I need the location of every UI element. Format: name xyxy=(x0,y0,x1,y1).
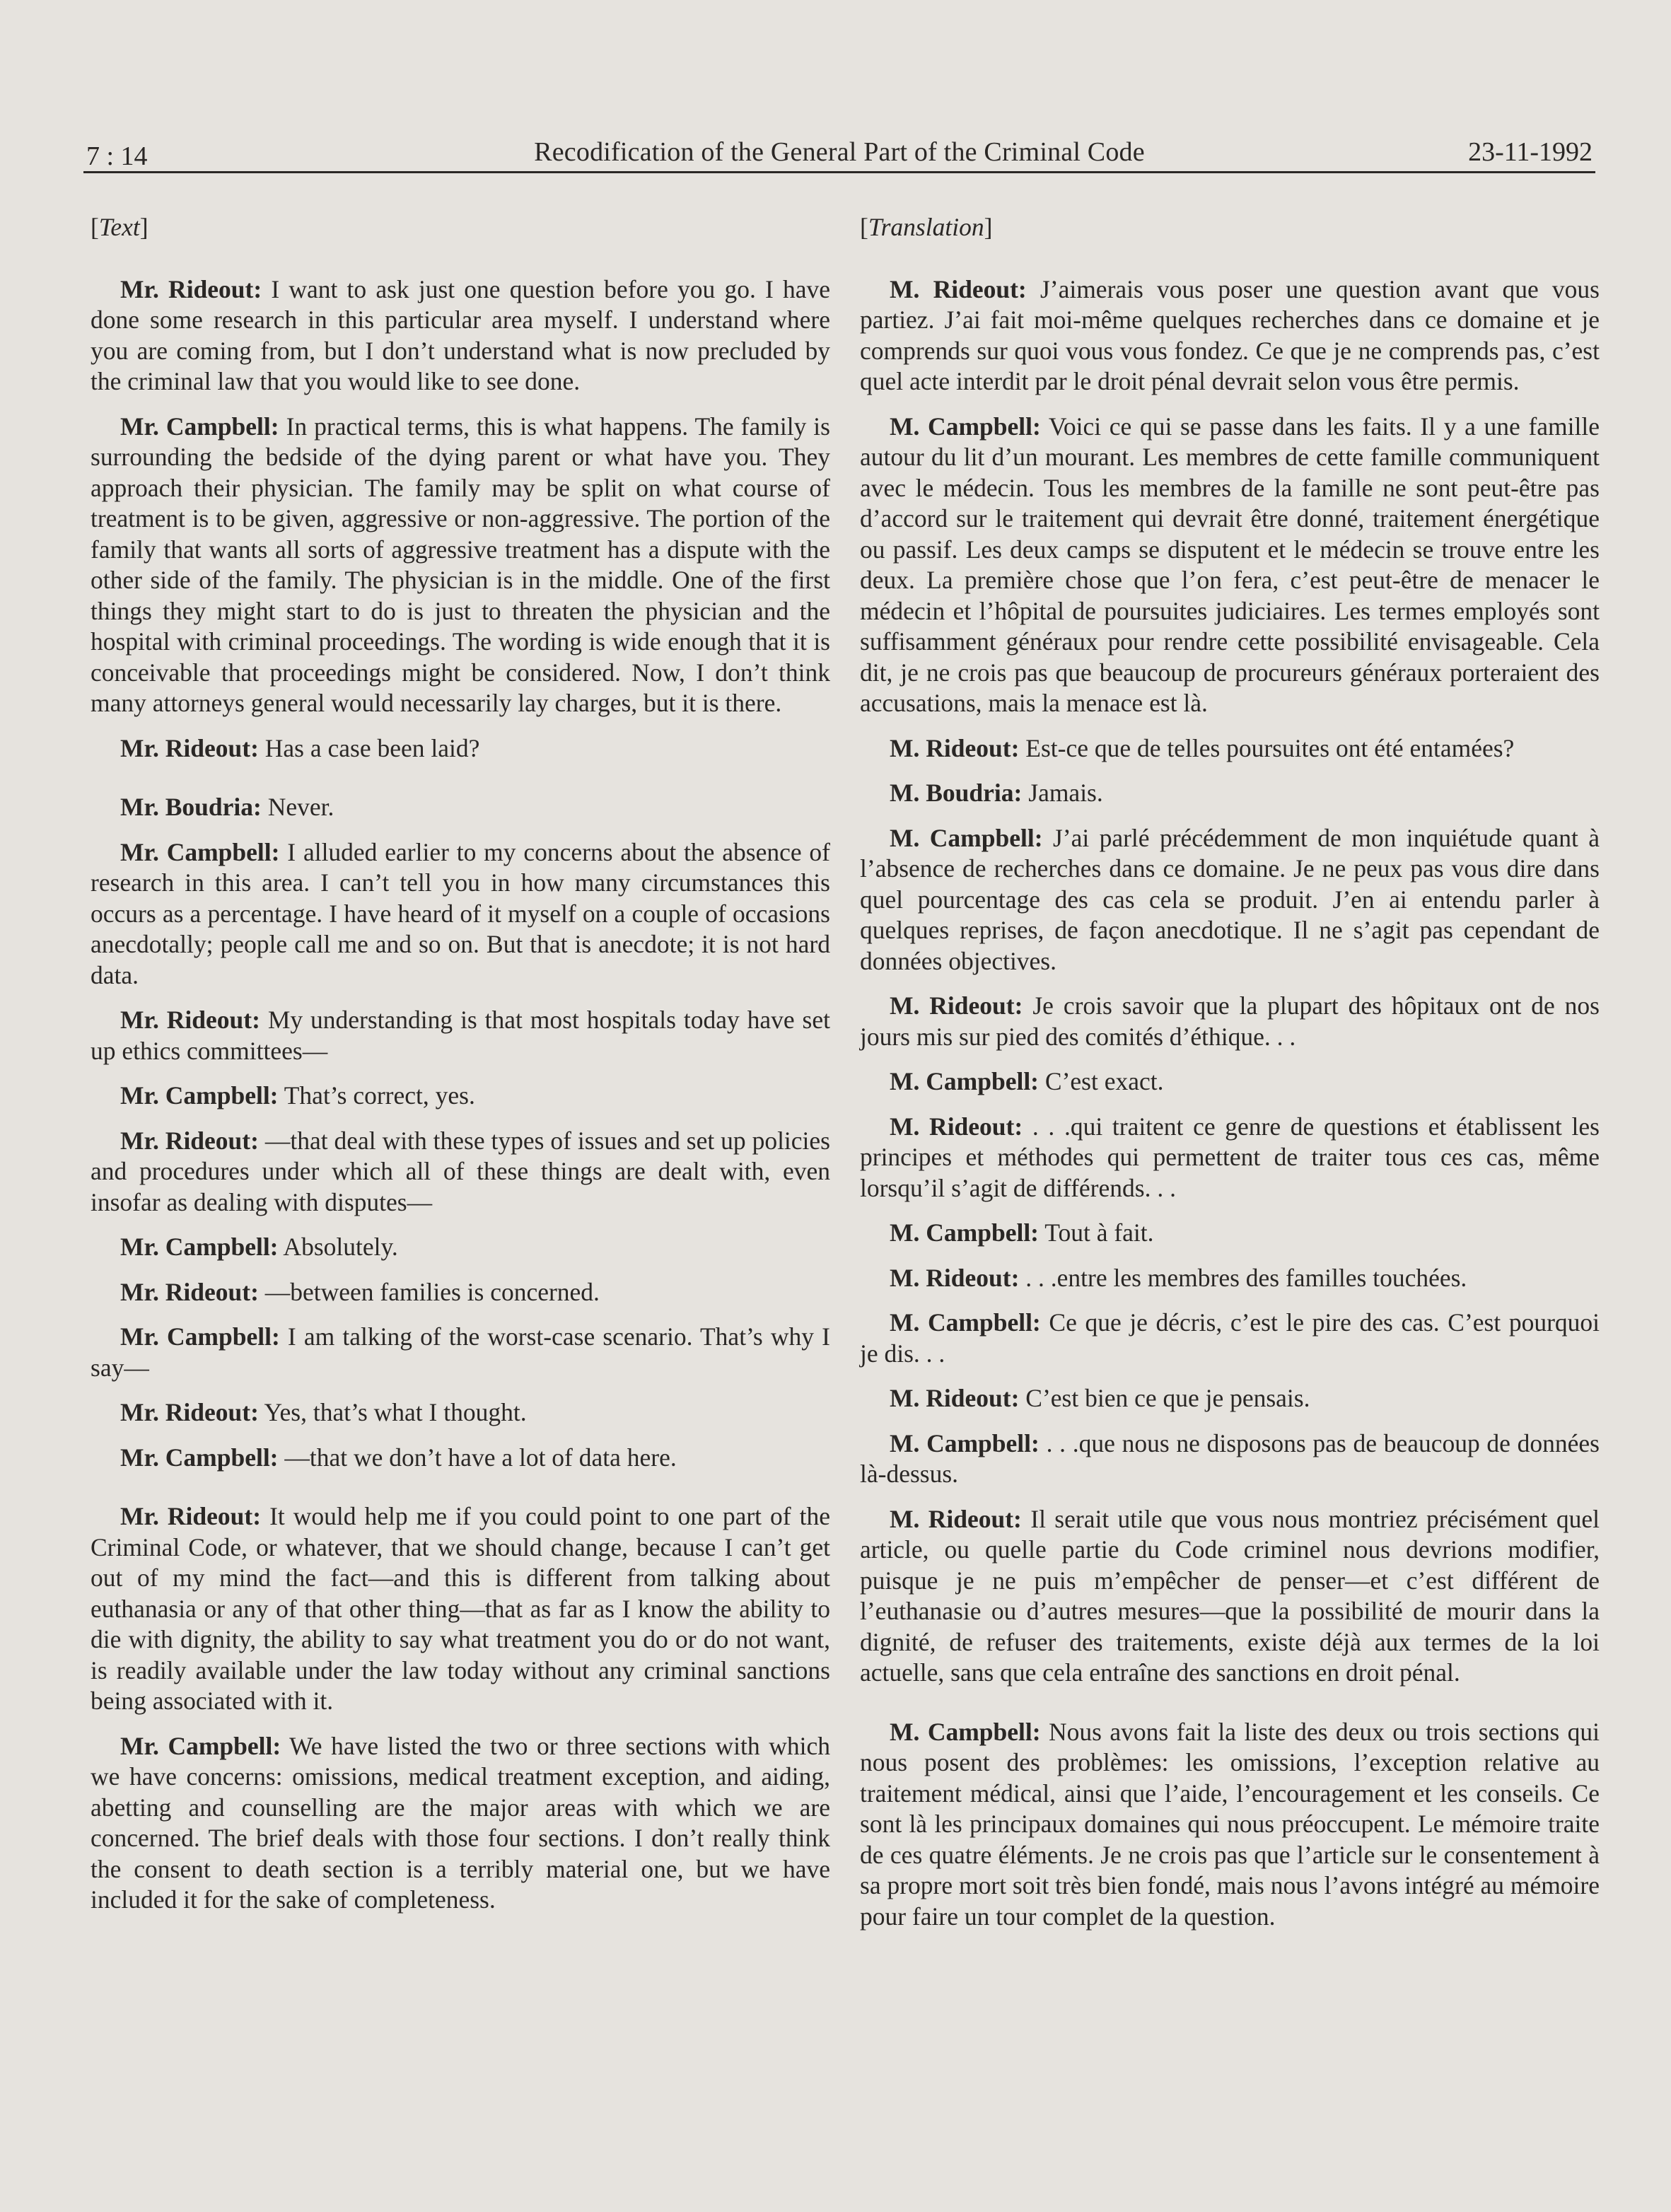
speech-text: Absolutely. xyxy=(278,1233,398,1261)
speaker-name: Mr. Rideout: xyxy=(120,1398,259,1426)
speaker-name: M. Campbell: xyxy=(890,1218,1040,1247)
speech-text: J’aimerais vous poser une question avant que vous partiez. J’ai fait moi-même quelques recherches dans ce domaine et je comprends sur quoi vous vous fondez. Ce que je ne comprends pas, c’est quel acte interdit par le droit pénal devrait selon vous être permis. xyxy=(860,274,1600,395)
speech-text: We have listed the two or three sections with which we have concerns: omissions, medical treatment exception, and aiding, abetting and counselling are the major areas with which we are concerned. The brief deals with those four sections. I don’t really think the consent to death section is a terribly material one, but we have included it for the sake of completeness. xyxy=(91,1731,830,1914)
speaker-name: M. Boudria: xyxy=(890,779,1023,807)
running-title: Recodification of the General Part of the Criminal Code xyxy=(534,137,1145,167)
transcript-paragraph xyxy=(91,1005,830,1066)
speech-text: Has a case been laid? xyxy=(258,733,480,762)
speech-text: J’ai parlé précédemment de mon inquiétude quant à l’absence de recherches dans ce domaine. Je ne peux pas vous dire dans quel pourcentage des cas cela se produit. J’en ai entendu parler à quelques reprises, de façon anecdotique. Il ne s’agit pas cependant de données objectives. xyxy=(860,823,1600,975)
speech-text: In practical terms, this is what happens. The family is surrounding the bedside of the dying parent or what have you. They approach their physician. The family may be split on what course of treatment is to be given, aggressive or non-aggressive. The portion of the family that wants all sorts of aggressive treatment has a dispute with the other side of the family. The physician is in the middle. One of the first things they might start to do is just to threaten the physician and the hospital with criminal proceedings. The wording is wide enough that it is conceivable that proceedings might be considered. Now, I don’t think many attorneys general would necessarily lay charges, but it is there. xyxy=(91,412,830,717)
transcript-paragraph xyxy=(91,1501,830,1717)
transcript-paragraph xyxy=(91,792,830,823)
transcript-paragraph xyxy=(91,1081,830,1112)
speaker-name: Mr. Rideout: xyxy=(120,733,259,762)
speech-text: Jamais. xyxy=(1022,779,1103,807)
transcript-paragraph xyxy=(860,1428,1600,1490)
transcript-paragraph xyxy=(860,823,1600,977)
speaker-name: Mr. Campbell: xyxy=(120,1233,279,1261)
transcript-paragraph xyxy=(860,1066,1600,1098)
transcript-paragraph xyxy=(91,1126,830,1218)
speech-text: —that we don’t have a lot of data here. xyxy=(278,1443,677,1472)
speech-text: Yes, that’s what I thought. xyxy=(258,1398,527,1426)
speaker-name: M. Rideout: xyxy=(890,991,1023,1020)
page-number: 7 : 14 xyxy=(86,141,148,171)
speech-text: C’est bien ce que je pensais. xyxy=(1019,1384,1310,1412)
header-rule xyxy=(83,171,1595,173)
speech-text: I want to ask just one question before you go. I have done some research in this particular area myself. I understand where you are coming from, but I don’t understand what is now precluded by the criminal law that you would like to see done. xyxy=(91,274,830,395)
transcript-paragraph xyxy=(860,1112,1600,1204)
transcript-paragraph xyxy=(91,1397,830,1428)
transcript-paragraph xyxy=(860,1717,1600,1933)
transcript-paragraph xyxy=(860,778,1600,809)
transcript-paragraph xyxy=(91,1277,830,1308)
text-column-french xyxy=(860,212,1600,1946)
speech-text: . . .que nous ne disposons pas de beaucoup de données là-dessus. xyxy=(860,1428,1600,1488)
speech-text: My understanding is that most hospitals today have set up ethics committees— xyxy=(91,1006,830,1065)
transcript-paragraph xyxy=(91,1232,830,1263)
page-header xyxy=(83,133,1595,171)
speaker-name: M. Rideout: xyxy=(890,1504,1022,1533)
speaker-name: M. Campbell: xyxy=(890,1308,1041,1337)
transcript-paragraph xyxy=(860,1263,1600,1294)
speech-text: Voici ce qui se passe dans les faits. Il y a une famille autour du lit d’un mourant. Les membres de cette famille communiquent avec le médecin. Tous les membres de la famille ne sont peut-être pas d’accord sur le traitement qui devrait être donné, traitement énergétique ou passif. Les deux camps se disputent et le médecin se trouve entre les deux. La première chose que l’on fera, c’est peut-être de menacer le médecin et l’hôpital de poursuites judiciaires. Les termes employés sont suffisamment généraux pour rendre cette possibilité envisageable. Cela dit, je ne crois pas que beaucoup de procureurs généraux porteraient des accusations, mais la menace est là. xyxy=(860,412,1600,717)
speech-text: —between families is concerned. xyxy=(258,1277,600,1306)
speaker-name: M. Campbell: xyxy=(890,412,1041,441)
speaker-name: M. Rideout: xyxy=(890,1263,1020,1292)
speech-text: That’s correct, yes. xyxy=(278,1081,475,1110)
speaker-name: M. Campbell: xyxy=(890,1717,1041,1746)
transcript-paragraph xyxy=(860,1218,1600,1249)
speech-text: . . .qui traitent ce genre de questions et établissent les principes et méthodes qui permettent de traiter tous ces cas, même lorsqu’il s’agit de différends. . . xyxy=(860,1112,1600,1202)
speech-text: . . .entre les membres des familles touchées. xyxy=(1019,1263,1467,1292)
speaker-name: Mr. Rideout: xyxy=(120,1006,260,1034)
transcript-paragraph xyxy=(91,837,830,991)
speech-text: Never. xyxy=(261,793,334,821)
transcript-paragraph xyxy=(860,733,1600,764)
speaker-name: Mr. Campbell: xyxy=(120,412,279,441)
speech-text: I alluded earlier to my concerns about the absence of research in this area. I can’t tell you in how many circumstances this occurs as a percentage. I have heard of it myself on a couple of occasions anecdotally; people call me and so on. But that is anecdote; it is not hard data. xyxy=(91,837,830,989)
transcript-paragraph xyxy=(860,412,1600,719)
speech-text: Ce que je décris, c’est le pire des cas. C’est pourquoi je dis. . . xyxy=(860,1308,1600,1368)
text-column-english xyxy=(91,212,830,1930)
speaker-name: M. Campbell: xyxy=(890,1067,1040,1095)
speech-text: Est-ce que de telles poursuites ont été entamées? xyxy=(1019,733,1515,762)
transcript-paragraph xyxy=(860,1504,1600,1689)
speaker-name: Mr. Campbell: xyxy=(120,1443,279,1472)
transcript-paragraph xyxy=(91,1443,830,1474)
speaker-name: Mr. Campbell: xyxy=(120,837,280,866)
speaker-name: Mr. Rideout: xyxy=(120,1502,262,1530)
speaker-name: Mr. Campbell: xyxy=(120,1322,280,1351)
speaker-name: M. Rideout: xyxy=(890,1384,1020,1412)
transcript-paragraph xyxy=(91,412,830,719)
speech-text: Tout à fait. xyxy=(1039,1218,1154,1247)
speaker-name: Mr. Rideout: xyxy=(120,1126,259,1155)
transcript-paragraph xyxy=(91,1322,830,1383)
speech-text: Il serait utile que vous nous montriez précisément quel article, ou quelle partie du Code criminel nous devrions modifier, puisque je ne puis m’empêcher de penser—et c’est différent de l’euthanasie ou d’autres mesures—que la possibilité de mourir dans la dignité, de refuser des traitements, existe déjà aux termes de la loi actuelle, sans que cela entraîne des sanctions en droit pénal. xyxy=(860,1504,1600,1687)
speaker-name: Mr. Campbell: xyxy=(120,1081,279,1110)
speaker-name: M. Rideout: xyxy=(890,274,1027,303)
column-label: [Translation] xyxy=(860,213,993,241)
speech-text: Je crois savoir que la plupart des hôpitaux ont de nos jours mis sur pied des comités d’éthique. . . xyxy=(860,991,1600,1051)
transcript-paragraph xyxy=(860,1308,1600,1369)
speaker-name: M. Rideout: xyxy=(890,733,1020,762)
speech-text: Nous avons fait la liste des deux ou trois sections qui nous posent des problèmes: les omissions, l’exception relative au traitement médical, ainsi que l’aide, l’encouragement et les conseils. Ce sont là les principaux domaines qui nous préoccupent. Le mémoire traite de ces quatre éléments. Je ne crois pas que l’article sur le consentement à sa propre mort soit très bien fondé, mais nous l’avons intégré au mémoire pour faire un tour complet de la question. xyxy=(860,1717,1600,1931)
transcript-paragraph xyxy=(860,274,1600,397)
speech-text: C’est exact. xyxy=(1039,1067,1164,1095)
speaker-name: Mr. Rideout: xyxy=(120,274,262,303)
speaker-name: Mr. Campbell: xyxy=(120,1731,281,1760)
header-date: 23-11-1992 xyxy=(1468,137,1593,167)
speaker-name: M. Rideout: xyxy=(890,1112,1023,1141)
speech-text: I am talking of the worst-case scenario. That’s why I say— xyxy=(91,1322,830,1382)
transcript-paragraph xyxy=(91,274,830,397)
speaker-name: M. Campbell: xyxy=(890,823,1043,852)
speech-text: —that deal with these types of issues and set up policies and procedures under which all of these things are dealt with, even insofar as dealing with disputes— xyxy=(91,1126,830,1216)
speaker-name: Mr. Rideout: xyxy=(120,1277,259,1306)
speaker-name: Mr. Boudria: xyxy=(120,793,262,821)
column-label: [Text] xyxy=(91,213,149,241)
transcript-paragraph xyxy=(860,991,1600,1052)
transcript-paragraph xyxy=(91,1731,830,1916)
transcript-paragraph xyxy=(91,733,830,764)
speaker-name: M. Campbell: xyxy=(890,1428,1040,1457)
speech-text: It would help me if you could point to one part of the Criminal Code, or whatever, that we should change, because I can’t get out of my mind the fact—and this is different from talking about euthanasia or any of that other thing—that as far as I know the ability to die with dignity, the ability to say what treatment you do or do not want, is readily available under the law today without any criminal sanctions being associated with it. xyxy=(91,1502,830,1715)
transcript-paragraph xyxy=(860,1383,1600,1414)
